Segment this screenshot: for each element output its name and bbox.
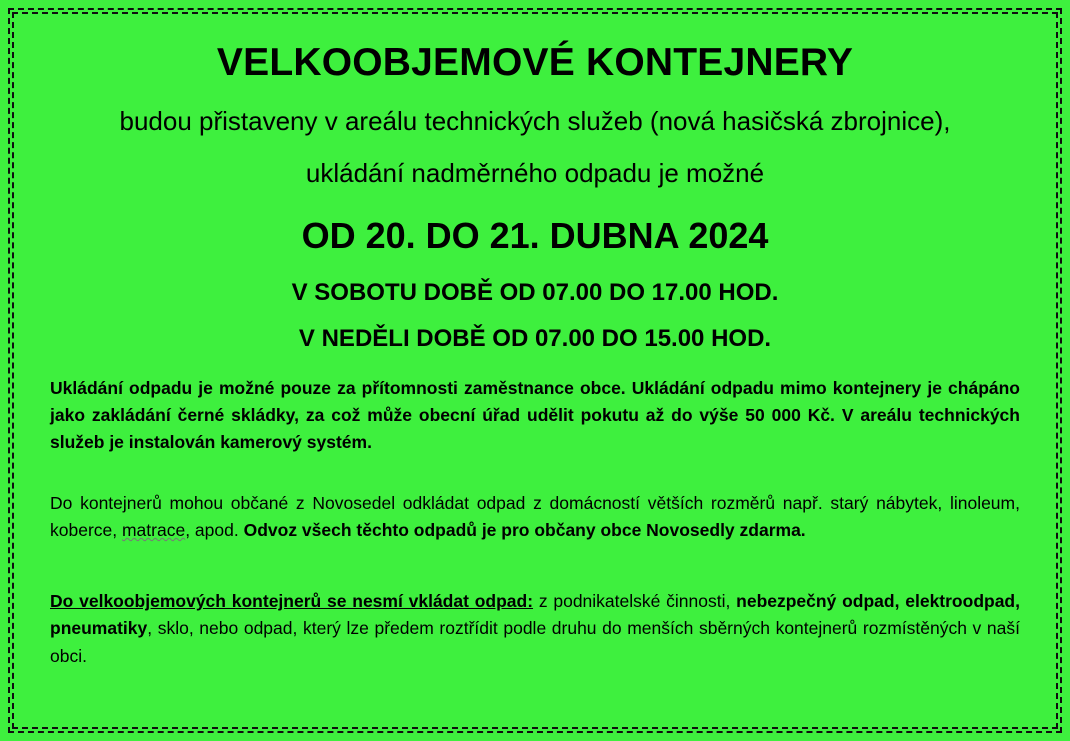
paragraph-allowed-mid: , apod. bbox=[185, 520, 244, 541]
collection-dates: OD 20. DO 21. DUBNA 2024 bbox=[301, 214, 769, 256]
paragraph-forbidden-part1: z podnikatelské činnosti, bbox=[533, 591, 737, 612]
subtitle-line-2: ukládání nadměrného odpadu je možné bbox=[305, 157, 765, 188]
hours-saturday: V SOBOTU DOBĚ OD 07.00 DO 17.00 HOD. bbox=[291, 278, 779, 306]
subtitle-line-1: budou přistaveny v areálu technických služeb (nová hasičská zbrojnice), bbox=[119, 105, 951, 136]
poster-content bbox=[10, 10, 1060, 670]
paragraph-forbidden-part2: , sklo, nebo odpad, který lze předem roztřídit podle druhu do menších sběrných kontejnerů rozmístěných v naší obci. bbox=[50, 618, 1020, 666]
paragraph-allowed-bold: Odvoz všech těchto odpadů je pro občany obce Novosedly zdarma. bbox=[243, 520, 806, 541]
paragraph-allowed-intro: Do kontejnerů mohou občané z Novosedel odkládat odpad z domácností větších rozměrů např. starý nábytek, linoleum, koberce, bbox=[50, 493, 1020, 541]
paragraph-forbidden-heading: Do velkoobjemových kontejnerů se nesmí vkládat odpad: bbox=[50, 591, 534, 612]
paragraph-forbidden-bold: nebezpečný odpad, elektroodpad, pneumatiky bbox=[50, 591, 1020, 639]
paragraph-allowed bbox=[50, 490, 1020, 544]
paragraph-allowed-squiggle: matrace bbox=[121, 520, 186, 541]
hours-sunday: V NEDĚLI DOBĚ OD 07.00 DO 15.00 HOD. bbox=[298, 324, 772, 352]
page-title: VELKOOBJEMOVÉ KONTEJNERY bbox=[216, 41, 854, 84]
paragraph-rules: Ukládání odpadu je možné pouze za přítomnosti zaměstnance obce. Ukládání odpadu mimo kontejnery je chápáno jako zakládání černé skládky, za což může obecní úřad udělit pokutu až do výše 50 000 Kč. V areálu technických služeb je instalován kamerový systém. bbox=[50, 377, 1020, 452]
paragraph-forbidden bbox=[50, 588, 1020, 669]
